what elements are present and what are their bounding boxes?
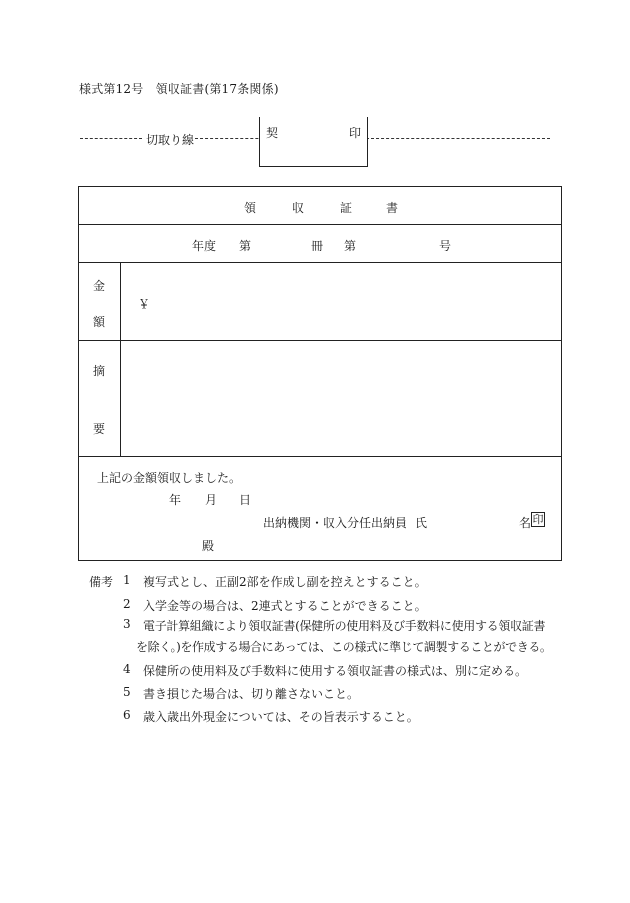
receipt-statement: 上記の金額領収しました。 [97,471,242,485]
note-6-number: 6 [123,708,131,722]
summary-label-top: 摘 [93,364,106,378]
cut-line-label: 切取り線 [146,133,195,147]
row-divider-amount [78,340,562,341]
book-dai-2: 第 [344,239,357,253]
addressee-dono: 殿 [202,539,215,553]
note-5-number: 5 [123,685,131,699]
issuer-stamp: 印 [532,513,544,526]
date-day: 日 [239,493,252,507]
cut-line-right [195,138,550,139]
title-char-3: 証 [340,201,353,215]
seal-left-char: 契 [266,126,279,140]
note-1-text: 複写式とし、正副2部を作成し副を控えとすること。 [143,575,427,589]
date-year: 年 [169,493,182,507]
cut-line-left [80,138,142,139]
amount-label-top: 金 [93,279,106,293]
note-6-text: 歳入歳出外現金については、その旨表示すること。 [143,710,419,724]
currency-symbol: ￥ [138,297,151,311]
note-5-text: 書き損じた場合は、切り離さないこと。 [143,687,360,701]
book-go: 号 [439,239,452,253]
note-3-text: 電子計算組織により領収証書(保健所の使用料及び手数料に使用する領収証書 [143,619,546,633]
row-divider-book [78,262,562,263]
summary-label-bottom: 要 [93,422,106,436]
row-divider-summary [78,456,562,457]
note-3-continuation: を除く。)を作成する場合にあっては、この様式に準じて調製することができる。 [136,640,552,654]
seal-right-char: 印 [349,126,362,140]
book-satsu: 冊 [311,239,324,253]
note-4-text: 保健所の使用料及び手数料に使用する領収証書の様式は、別に定める。 [143,664,528,678]
title-char-1: 領 [244,201,257,215]
title-char-2: 収 [292,201,305,215]
book-nendo: 年度 [192,239,217,253]
date-month: 月 [205,493,218,507]
issuer-title: 出納機関・収入分任出納員 [263,516,408,530]
form-title: 様式第12号 領収証書(第17条関係) [79,82,279,96]
issuer-shi: 氏 [415,516,428,530]
row-divider-title [78,224,562,225]
amount-label-bottom: 額 [93,315,106,329]
note-2-text: 入学金等の場合は、2連式とすることができること。 [143,599,427,613]
book-dai-1: 第 [239,239,252,253]
issuer-mei: 名 [519,516,532,530]
notes-heading: 備考 [89,575,114,589]
title-char-4: 書 [386,201,399,215]
note-4-number: 4 [123,662,131,676]
note-1-number: 1 [123,573,131,587]
note-3-number: 3 [123,617,131,631]
label-column-divider [120,262,121,456]
note-2-number: 2 [123,597,131,611]
